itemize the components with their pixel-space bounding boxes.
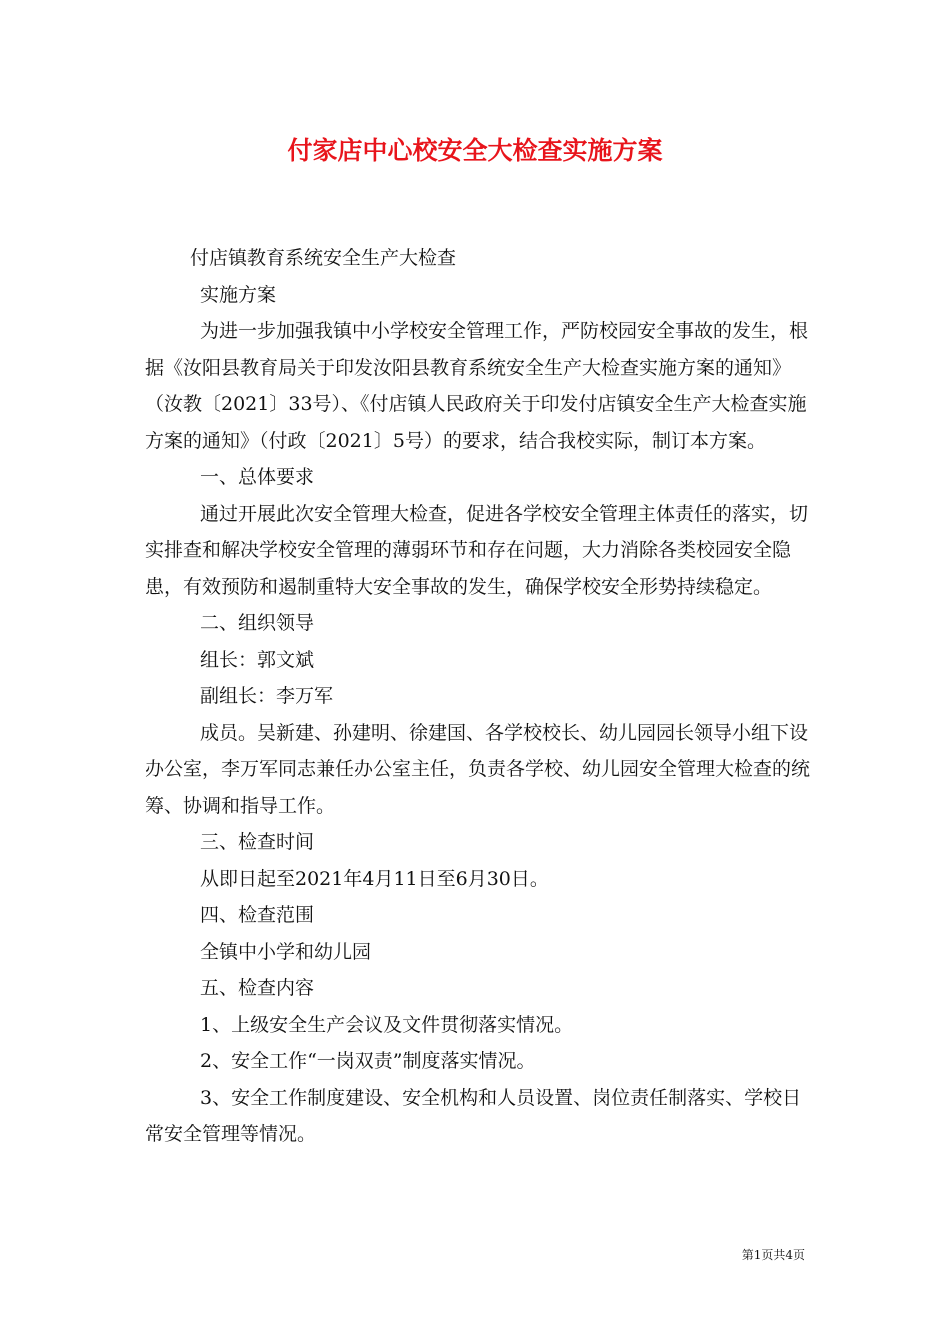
subtitle-line-2: 实施方案 <box>200 283 277 306</box>
section-heading-inspection-scope: 四、检查范围 <box>200 904 315 926</box>
members-paragraph: 成员。吴新建、孙建明、徐建国、各学校校长、幼儿园园长领导小组下设办公室，李万军同志兼任办公室主任，负责各学校、幼儿园安全管理大检查的统筹、协调和指导工作。 <box>145 721 811 817</box>
deputy-leader-line: 副组长：李万军 <box>200 685 334 707</box>
page-indicator: 第1页共4页 <box>741 1248 805 1262</box>
content-item-2: 2、安全工作“一岗双责”制度落实情况。 <box>200 1050 536 1072</box>
group-leader-line: 组长：郭文斌 <box>200 648 315 671</box>
content-item-1: 1、上级安全生产会议及文件贯彻落实情况。 <box>200 1013 574 1036</box>
inspection-time-line: 从即日起至2021年4月11日至6月30日。 <box>200 867 549 890</box>
document-body <box>145 240 815 1153</box>
document-title: 付家店中心校安全大检查实施方案 <box>287 136 663 165</box>
section-heading-general-requirements: 一、总体要求 <box>200 466 315 488</box>
section-heading-inspection-time: 三、检查时间 <box>200 831 315 853</box>
section-heading-organization: 二、组织领导 <box>200 612 315 634</box>
subtitle-line-1: 付店镇教育系统安全生产大检查 <box>190 247 457 269</box>
content-item-3: 3、安全工作制度建设、安全机构和人员设置、岗位责任制落实、学校日常安全管理等情况。 <box>145 1086 802 1145</box>
intro-paragraph: 为进一步加强我镇中小学校安全管理工作，严防校园安全事故的发生，根据《汝阳县教育局关于印发汝阳县教育系统安全生产大检查实施方案的通知》（汝教〔2021〕33号）、《付店镇人民政府关于印发付店镇安全生产大检查实施方案的通知》（付政〔2021〕5号）的要求，结合我校实际，制订本方案。 <box>145 320 809 452</box>
inspection-scope-line: 全镇中小学和幼儿园 <box>200 940 372 963</box>
general-requirements-paragraph: 通过开展此次安全管理大检查，促进各学校安全管理主体责任的落实，切实排查和解决学校安全管理的薄弱环节和存在问题，大力消除各类校园安全隐患，有效预防和遏制重特大安全事故的发生，确保学校安全形势持续稳定。 <box>145 502 809 598</box>
section-heading-inspection-content: 五、检查内容 <box>200 977 315 999</box>
